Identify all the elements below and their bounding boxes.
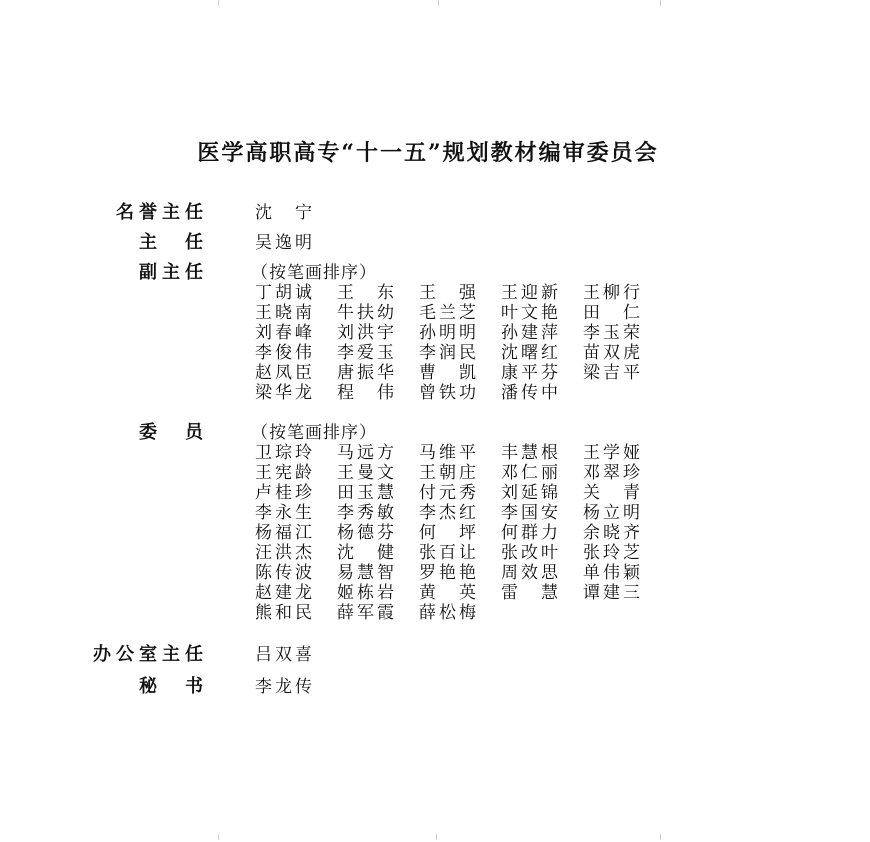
office-director-label: 办公室主任 (93, 644, 208, 665)
name-entry: 马维平 (419, 443, 479, 463)
name-entry: 曹 凯 (419, 363, 479, 383)
name-entry: 罗艳艳 (419, 563, 479, 583)
name-entry: 姬栋岩 (337, 583, 397, 603)
scan-mark (218, 0, 219, 6)
name-entry: 杨福江 (255, 523, 315, 543)
name-entry: 王学娅 (583, 443, 643, 463)
name-entry: 王迎新 (501, 283, 561, 303)
members-sort-note: （按笔画排序） (251, 423, 377, 443)
scan-mark (660, 0, 661, 6)
name-entry: 王晓南 (255, 303, 315, 323)
director-name: 吴逸明 (255, 233, 315, 253)
members-label: 委 员 (139, 422, 208, 443)
honorary-director-label: 名誉主任 (116, 202, 208, 223)
name-entry: 谭建三 (583, 583, 643, 603)
name-entry: 单伟颖 (583, 563, 643, 583)
name-entry: 陈传波 (255, 563, 315, 583)
name-entry: 付元秀 (419, 483, 479, 503)
scan-mark (436, 834, 437, 840)
name-entry: 丁胡诚 (255, 283, 315, 303)
name-entry: 邓仁丽 (501, 463, 561, 483)
name-entry: 张百让 (419, 543, 479, 563)
name-entry: 雷 慧 (501, 583, 561, 603)
name-entry: 苗双虎 (583, 343, 643, 363)
name-entry: 张改叶 (501, 543, 561, 563)
name-entry: 孙建萍 (501, 323, 561, 343)
name-entry: 赵凤臣 (255, 363, 315, 383)
name-entry: 杨德芬 (337, 523, 397, 543)
name-entry: 薛军霞 (337, 603, 397, 623)
name-entry: 易慧智 (337, 563, 397, 583)
secretary-name: 李龙传 (255, 677, 315, 697)
name-entry: 余晓齐 (583, 523, 643, 543)
name-entry: 卢桂珍 (255, 483, 315, 503)
name-entry: 薛松梅 (419, 603, 479, 623)
name-entry: 沈曙红 (501, 343, 561, 363)
name-entry: 张玲芝 (583, 543, 643, 563)
name-entry: 梁华龙 (255, 383, 315, 403)
name-entry: 王 强 (419, 283, 479, 303)
name-entry: 李永生 (255, 503, 315, 523)
scan-mark (660, 834, 661, 840)
name-entry: 王柳行 (583, 283, 643, 303)
name-entry: 刘洪宇 (337, 323, 397, 343)
name-entry: 周效思 (501, 563, 561, 583)
name-entry: 王宪龄 (255, 463, 315, 483)
name-entry: 田 仁 (583, 303, 643, 323)
name-entry: 孙明明 (419, 323, 479, 343)
secretary-label: 秘 书 (139, 676, 208, 697)
name-entry: 王曼文 (337, 463, 397, 483)
name-entry: 何群力 (501, 523, 561, 543)
name-entry: 马远方 (337, 443, 397, 463)
name-entry: 刘春峰 (255, 323, 315, 343)
name-entry: 王 东 (337, 283, 397, 303)
vice-directors-list (255, 283, 665, 403)
name-entry: 李玉荣 (583, 323, 643, 343)
name-entry: 李杰红 (419, 503, 479, 523)
name-entry: 梁吉平 (583, 363, 643, 383)
name-entry: 汪洪杰 (255, 543, 315, 563)
name-entry: 潘传中 (501, 383, 561, 403)
honorary-director-name: 沈 宁 (255, 203, 315, 223)
name-entry: 杨立明 (583, 503, 643, 523)
name-entry: 黄 英 (419, 583, 479, 603)
name-entry: 赵建龙 (255, 583, 315, 603)
name-entry: 卫琮玲 (255, 443, 315, 463)
name-entry: 李润民 (419, 343, 479, 363)
name-entry: 毛兰芝 (419, 303, 479, 323)
office-director-name: 吕双喜 (255, 645, 315, 665)
name-entry: 刘延锦 (501, 483, 561, 503)
name-entry: 康平芬 (501, 363, 561, 383)
name-entry: 丰慧根 (501, 443, 561, 463)
name-entry: 程 伟 (337, 383, 397, 403)
name-entry: 牛扶幼 (337, 303, 397, 323)
name-entry: 曾铁功 (419, 383, 479, 403)
name-entry: 李国安 (501, 503, 561, 523)
name-entry: 李秀敏 (337, 503, 397, 523)
name-entry: 田玉慧 (337, 483, 397, 503)
name-entry: 关 青 (583, 483, 643, 503)
members-list (255, 443, 665, 623)
name-entry: 叶文艳 (501, 303, 561, 323)
page-title: 医学高职高专“十一五”规划教材编审委员会 (197, 140, 659, 166)
vice-directors-label: 副主任 (139, 262, 208, 283)
name-entry: 李俊伟 (255, 343, 315, 363)
scan-mark (438, 0, 439, 6)
name-entry: 邓翠珍 (583, 463, 643, 483)
name-entry: 何 坪 (419, 523, 479, 543)
name-entry: 王朝庄 (419, 463, 479, 483)
name-entry: 熊和民 (255, 603, 315, 623)
name-entry: 沈 健 (337, 543, 397, 563)
name-entry: 李爱玉 (337, 343, 397, 363)
scan-mark (218, 834, 219, 840)
director-label: 主 任 (139, 232, 208, 253)
vice-directors-sort-note: （按笔画排序） (251, 263, 377, 283)
name-entry: 唐振华 (337, 363, 397, 383)
